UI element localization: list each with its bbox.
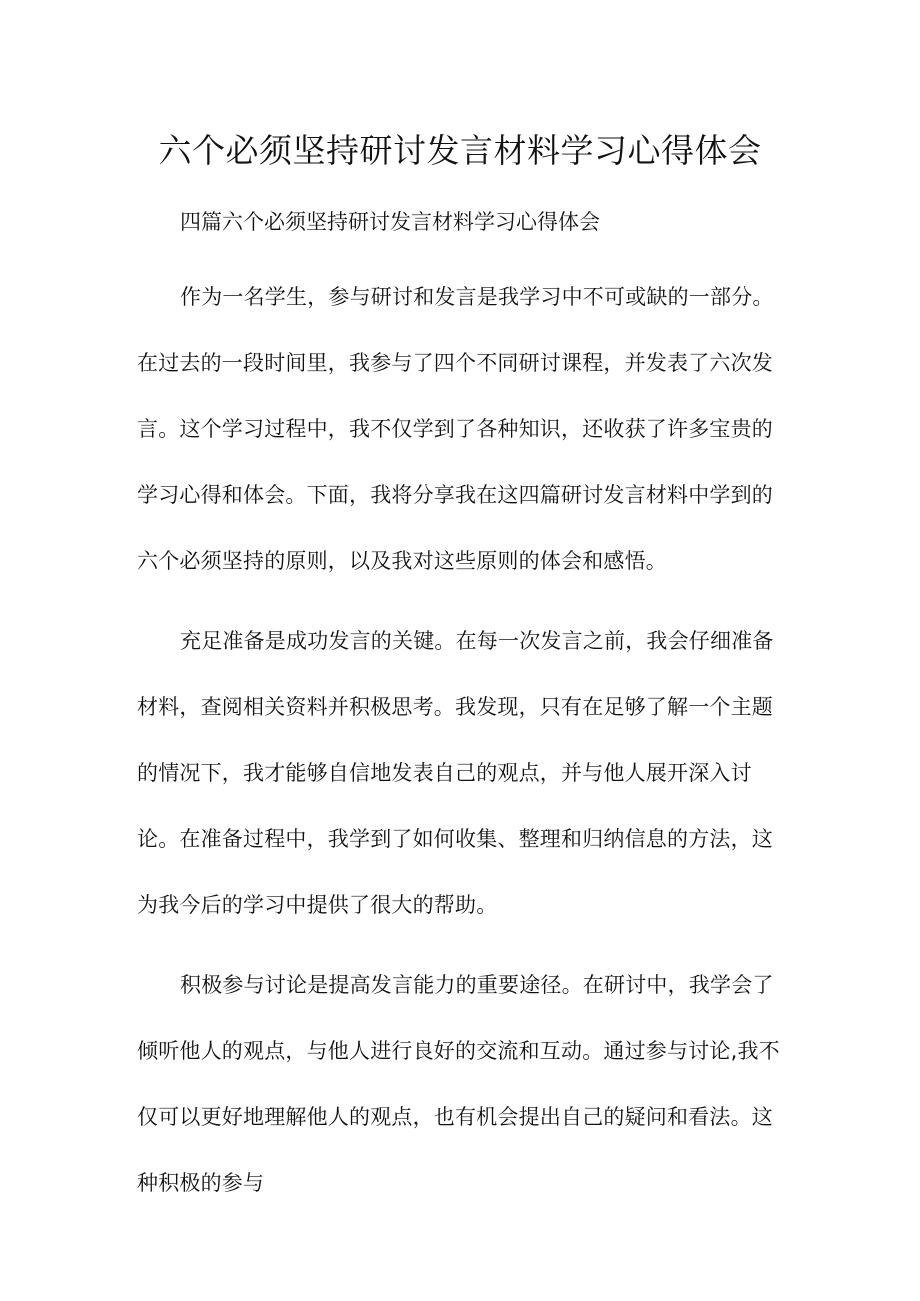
paragraph: 充足准备是成功发言的关键。在每一次发言之前，我会仔细准备材料，查阅相关资料并积极思考。我发现，只有在足够了解一个主题的情况下，我才能够自信地发表自己的观点，并与他人展开深入讨论。在准备过程中，我学到了如何收集、整理和归纳信息的方法，这为我今后的学习中提供了很大的帮助。 bbox=[137, 629, 774, 917]
document-title: 六个必须坚持研讨发言材料学习心得体会 bbox=[158, 131, 762, 170]
document-subtitle: 四篇六个必须坚持研讨发言材料学习心得体会 bbox=[180, 210, 600, 234]
paragraph: 作为一名学生，参与研讨和发言是我学习中不可或缺的一部分。在过去的一段时间里，我参与了四个不同研讨课程，并发表了六次发言。这个学习过程中，我不仅学到了各种知识，还收获了许多宝贵的学习心得和体会。下面，我将分享我在这四篇研讨发言材料中学到的六个必须坚持的原则，以及我对这些原则的体会和感悟。 bbox=[137, 285, 774, 573]
paragraph: 积极参与讨论是提高发言能力的重要途径。在研讨中，我学会了倾听他人的观点，与他人进行良好的交流和互动。通过参与讨论,我不仅可以更好地理解他人的观点，也有机会提出自己的疑问和看法。这种积极的参与 bbox=[137, 973, 780, 1195]
